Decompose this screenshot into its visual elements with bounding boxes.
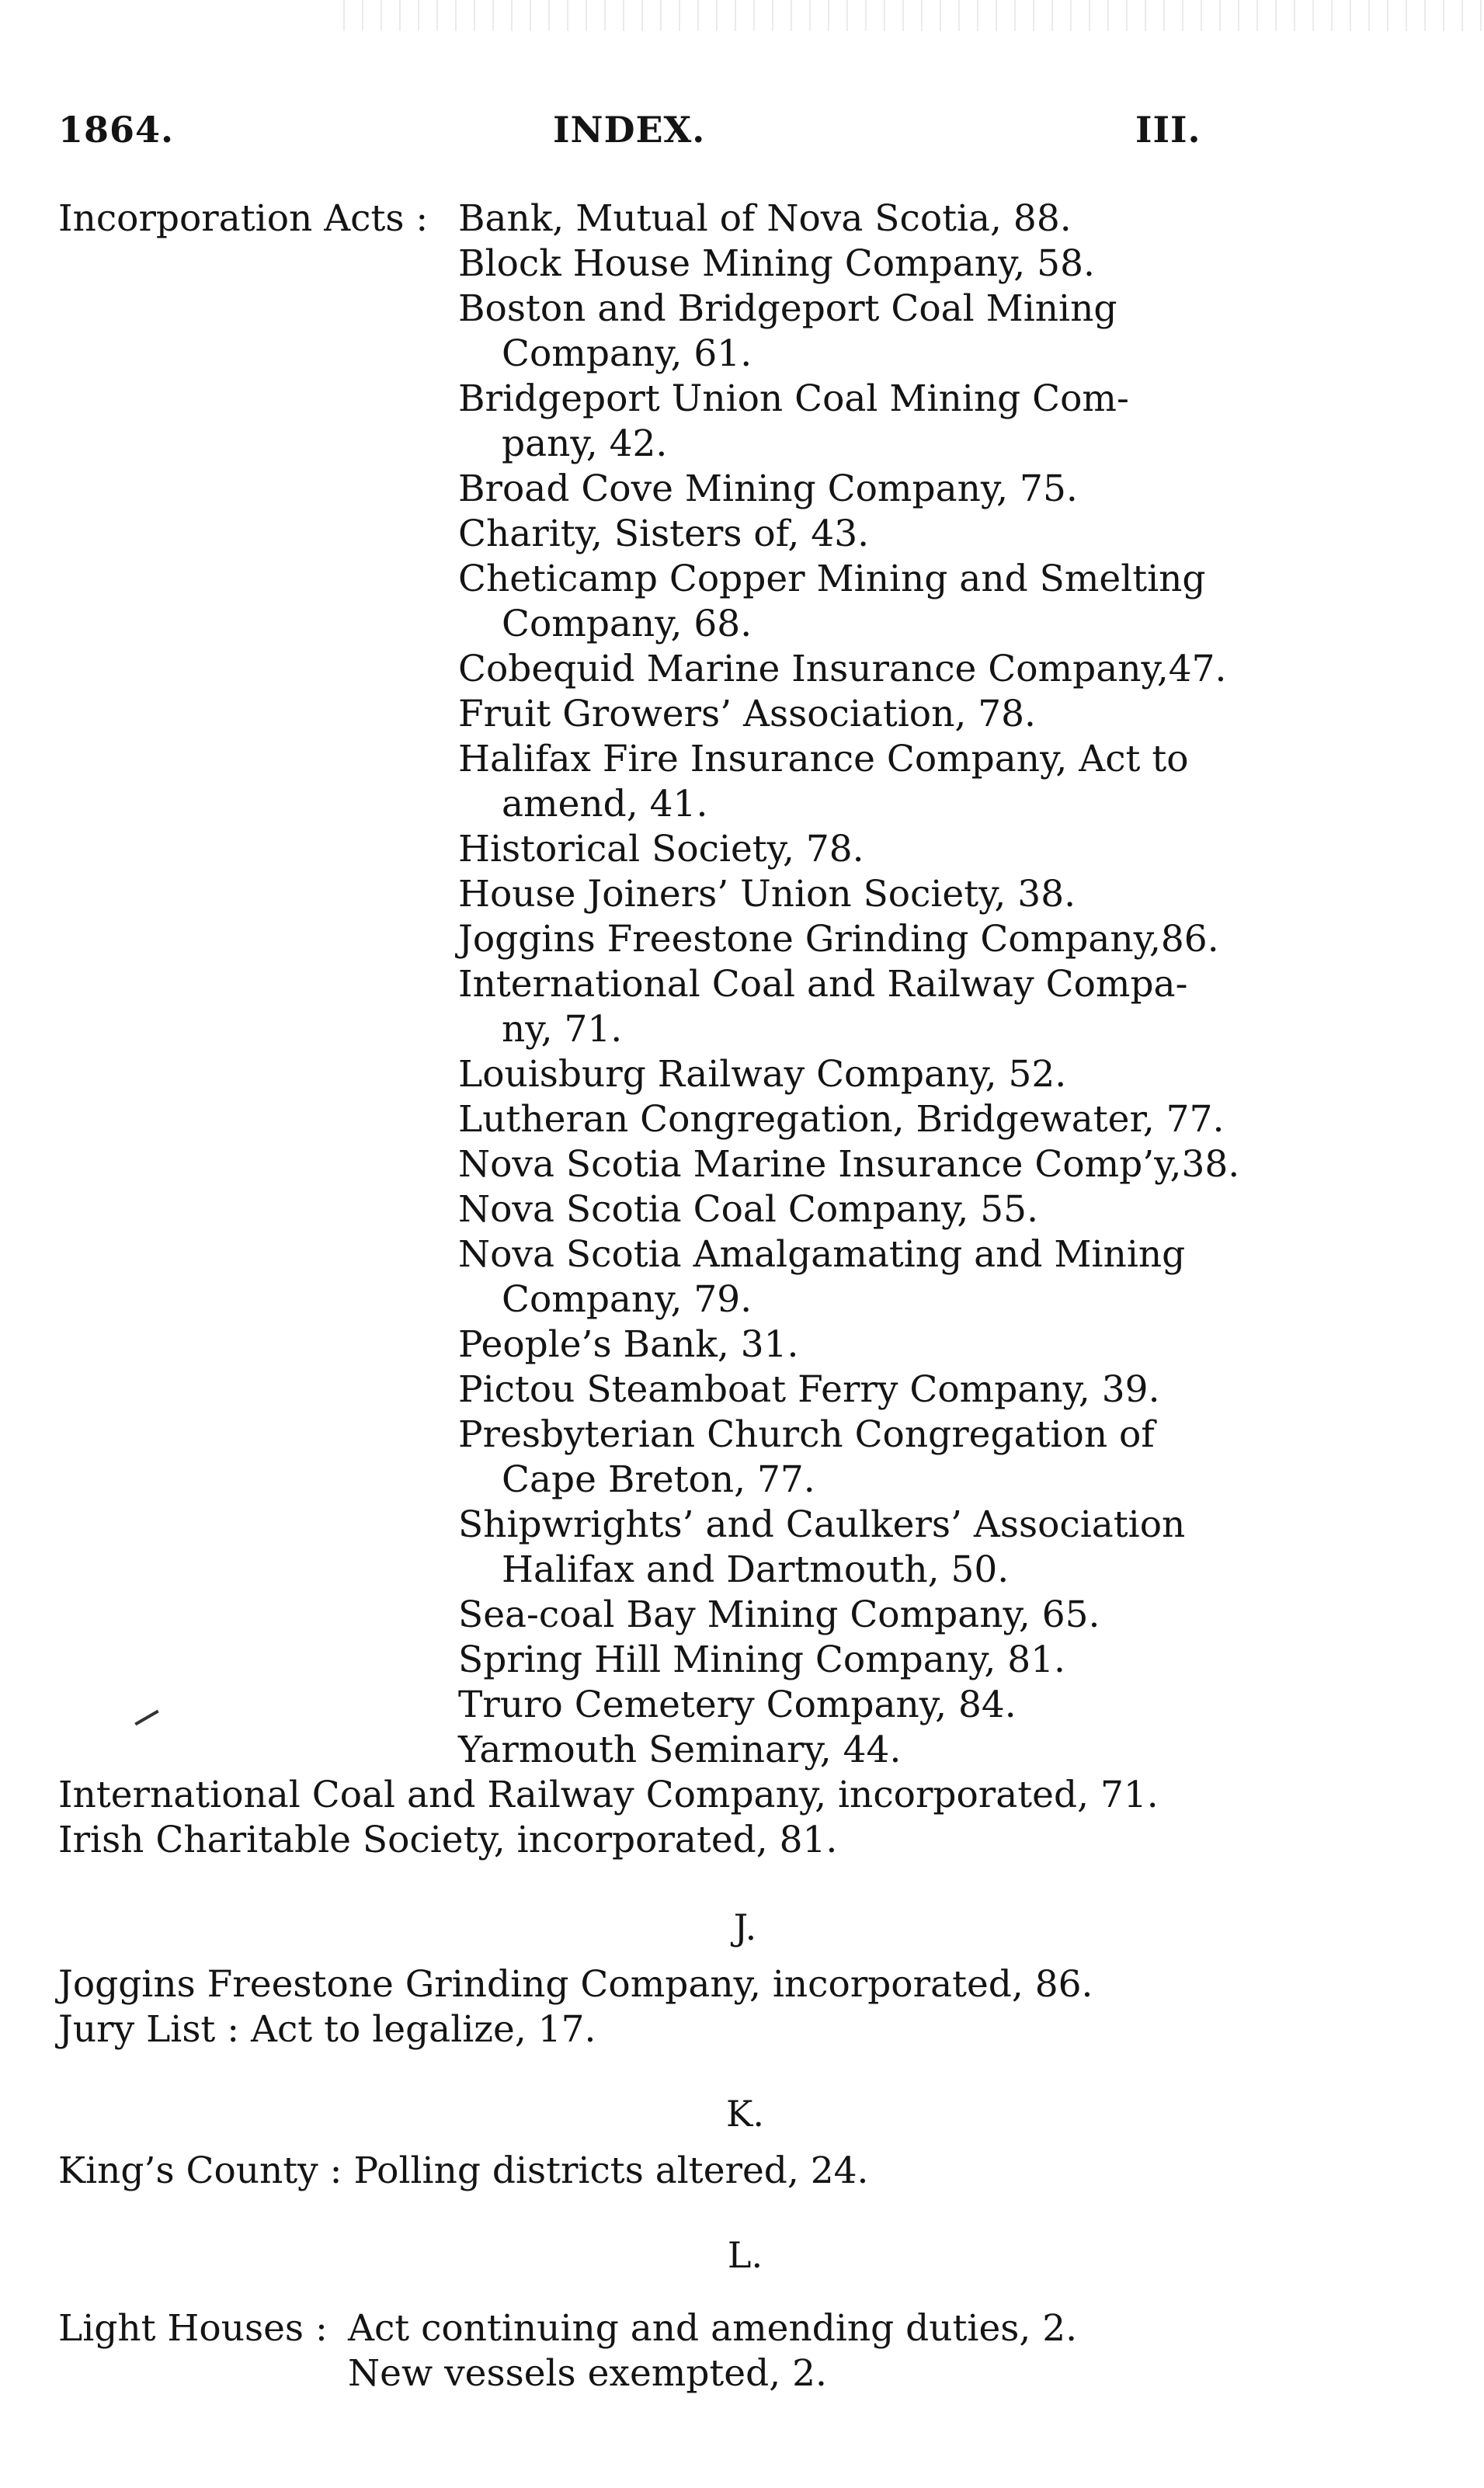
index-entry: International Coal and Railway Company, incorporated, 71. (58, 1774, 1159, 1816)
index-line: Nova Scotia Marine Insurance Comp’y,38. (458, 1143, 1240, 1186)
index-line: Louisburg Railway Company, 52. (458, 1053, 1067, 1096)
index-line-continued: amend, 41. (502, 783, 708, 825)
index-line: Nova Scotia Amalgamating and Mining (458, 1233, 1186, 1276)
index-line: Charity, Sisters of, 43. (458, 513, 870, 555)
index-entry: Irish Charitable Society, incorporated, 81. (58, 1819, 838, 1861)
index-line: House Joiners’ Union Society, 38. (458, 873, 1076, 916)
index-entry: Jury List : Act to legalize, 17. (58, 2008, 596, 2051)
index-entry: Joggins Freestone Grinding Company, incorporated, 86. (58, 1963, 1093, 2006)
index-line: Act continuing and amending duties, 2. (348, 2307, 1078, 2350)
index-line: Cheticamp Copper Mining and Smelting (458, 558, 1206, 600)
index-line-continued: pany, 42. (502, 422, 668, 465)
index-line: Nova Scotia Coal Company, 55. (458, 1188, 1039, 1231)
section-letter-k: K. (726, 2093, 764, 2135)
index-line: Shipwrights’ and Caulkers’ Association (458, 1503, 1186, 1546)
header-year: 1864. (58, 109, 175, 151)
index-line: Pictou Steamboat Ferry Company, 39. (458, 1368, 1160, 1411)
index-line: Yarmouth Seminary, 44. (458, 1729, 902, 1771)
index-line-continued: Halifax and Dartmouth, 50. (502, 1548, 1010, 1591)
index-line: International Coal and Railway Compa- (458, 963, 1188, 1006)
index-line: Historical Society, 78. (458, 828, 864, 870)
index-line: People’s Bank, 31. (458, 1323, 799, 1366)
index-line: New vessels exempted, 2. (348, 2352, 827, 2395)
index-line: Bridgeport Union Coal Mining Com- (458, 377, 1129, 420)
section-letter-j: J. (733, 1906, 757, 1948)
index-entry: King’s County : Polling districts altered, 24. (58, 2149, 869, 2192)
index-line: Sea-coal Bay Mining Company, 65. (458, 1593, 1100, 1636)
index-line: Boston and Bridgeport Coal Mining (458, 287, 1117, 330)
index-line-continued: Cape Breton, 77. (502, 1458, 815, 1501)
index-line: Joggins Freestone Grinding Company,86. (458, 918, 1219, 961)
index-line-continued: Company, 79. (502, 1278, 752, 1321)
incorporation-lead: Incorporation Acts : (58, 197, 429, 240)
index-line-continued: Company, 61. (502, 332, 752, 375)
light-houses-lead: Light Houses : (58, 2307, 328, 2350)
index-line: Halifax Fire Insurance Company, Act to (458, 738, 1189, 780)
index-line-continued: ny, 71. (502, 1008, 623, 1051)
section-letter-l: L. (727, 2234, 763, 2276)
index-line: Cobequid Marine Insurance Company,47. (458, 648, 1227, 690)
header-title: INDEX. (553, 109, 706, 151)
index-line: Presbyterian Church Congregation of (458, 1413, 1155, 1456)
index-line: Block House Mining Company, 58. (458, 242, 1095, 285)
index-line: Bank, Mutual of Nova Scotia, 88. (458, 197, 1072, 240)
index-line: Broad Cove Mining Company, 75. (458, 467, 1078, 510)
header-page-number: III. (1135, 109, 1201, 151)
index-line: Lutheran Congregation, Bridgewater, 77. (458, 1098, 1225, 1141)
ink-mark (134, 1710, 158, 1725)
index-line: Fruit Growers’ Association, 78. (458, 693, 1036, 735)
index-line: Truro Cemetery Company, 84. (458, 1684, 1017, 1726)
index-line: Spring Hill Mining Company, 81. (458, 1638, 1065, 1681)
index-line-continued: Company, 68. (502, 603, 752, 645)
scan-noise (326, 0, 1484, 31)
